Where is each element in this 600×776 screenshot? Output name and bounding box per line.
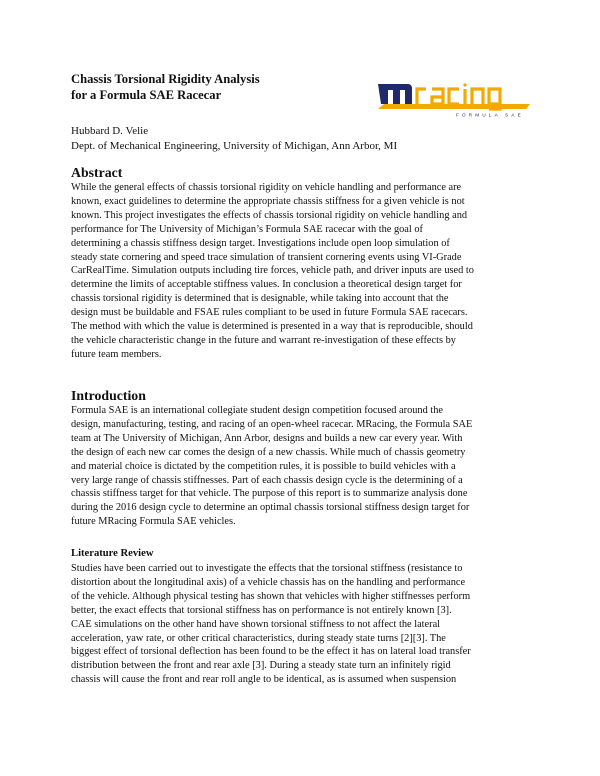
abstract-body xyxy=(71,181,533,362)
abstract-line: design must be buildable and FSAE rules compliant to be used in future Formula SAE racecars. xyxy=(71,307,468,319)
author-name: Hubbard D. Velie xyxy=(71,125,149,137)
literature-line: better, the exact effects that torsional stiffness has on performance is not entirely known [3]. xyxy=(71,604,452,616)
literature-review-body xyxy=(71,562,533,687)
title-line-2: for a Formula SAE Racecar xyxy=(71,87,222,102)
introduction-line: team at The University of Michigan, Ann Arbor, designs and builds a new car every year. With xyxy=(71,432,463,444)
literature-line: acceleration, yaw rate, or other critical characteristics, during steady state turns [2][3]. The xyxy=(71,632,446,644)
title-line-1: Chassis Torsional Rigidity Analysis xyxy=(71,72,260,86)
author-affiliation: Dept. of Mechanical Engineering, University of Michigan, Ann Arbor, MI xyxy=(71,140,398,153)
introduction-body xyxy=(71,404,533,529)
abstract-heading: Abstract xyxy=(71,165,123,180)
literature-line: distribution between the front and rear axle [3]. During a steady state turn an infinitely rigid xyxy=(71,660,451,672)
logo-tagline: FORMULA SAE xyxy=(456,112,524,118)
introduction-line: and material choice is dictated by the competition rules, it is possible to build vehicles with a xyxy=(71,460,456,472)
introduction-line: the design of each new car comes the design of a new chassis. While much of chassis geometry xyxy=(71,446,466,458)
introduction-heading: Introduction xyxy=(71,388,146,403)
introduction-line: chassis stiffness target for that vehicle. The purpose of this report is to summarize analysis done xyxy=(71,488,468,500)
abstract-line: known, exact guidelines to determine the appropriate chassis stiffness for a given vehicle is not xyxy=(71,195,465,207)
introduction-line: future MRacing Formula SAE vehicles. xyxy=(71,516,236,528)
paper-title xyxy=(71,72,260,103)
literature-line: of the vehicle. Although physical testing has shown that vehicles with higher stiffnesses perform xyxy=(71,590,471,602)
abstract-line: While the general effects of chassis torsional rigidity on vehicle handling and performance are xyxy=(71,182,462,193)
logo-m-glyph xyxy=(378,84,412,104)
literature-line: Studies have been carried out to investigate the effects that the torsional stiffness (resistance to xyxy=(71,563,463,574)
literature-line: distortion about the longitudinal axis) of a vehicle chassis has on the handling and performance xyxy=(71,576,466,588)
abstract-line: known. This project investigates the effects of chassis torsional rigidity on vehicle handling and xyxy=(71,209,468,221)
author-block xyxy=(71,124,397,154)
abstract-line: future team members. xyxy=(71,348,162,360)
abstract-line: the vehicle characteristic change in the future and warrant re-investigation of these effects by xyxy=(71,334,456,346)
abstract-line: steady state cornering and speed trace simulation of transient cornering events using VI-Grade xyxy=(71,251,462,263)
literature-review-heading: Literature Review xyxy=(71,548,154,559)
abstract-line: determining a chassis stiffness design target. Investigations include open loop simulation of xyxy=(71,237,450,249)
introduction-line: very large range of chassis stiffnesses. Part of each chassis design cycle is the determining of a xyxy=(71,474,463,486)
introduction-line: design, manufacturing, testing, and racing of an open-wheel racecar. MRacing, the Formula SAE xyxy=(71,418,473,430)
abstract-line: determine the limits of acceptable stiffness values. In conclusion a theoretical design target for xyxy=(71,279,462,291)
literature-line: biggest effect of torsional deflection has been found to be the effect it has on lateral load transfer xyxy=(71,646,471,658)
introduction-line: Formula SAE is an international collegiate student design competition focused around the xyxy=(71,405,444,416)
introduction-line: during the 2016 design cycle to determine an optimal chassis torsional stiffness design target for xyxy=(71,502,470,514)
literature-line: chassis will cause the front and rear roll angle to be identical, as is assumed when suspension xyxy=(71,674,457,686)
abstract-line: The method with which the value is determined is presented in a way that is reproducible, should xyxy=(71,321,473,333)
abstract-line: CarRealTime. Simulation outputs including tire forces, vehicle path, and driver inputs are used to xyxy=(71,265,474,277)
mracing-logo xyxy=(376,80,532,118)
literature-line: CAE simulations on the other hand have shown torsional stiffness to not affect the lateral xyxy=(71,618,441,630)
abstract-line: performance for The University of Michigan’s Formula SAE racecar with the goal of xyxy=(71,223,423,235)
abstract-line: chassis torsional rigidity is determined that is designable, while taking into account that the xyxy=(71,293,449,305)
